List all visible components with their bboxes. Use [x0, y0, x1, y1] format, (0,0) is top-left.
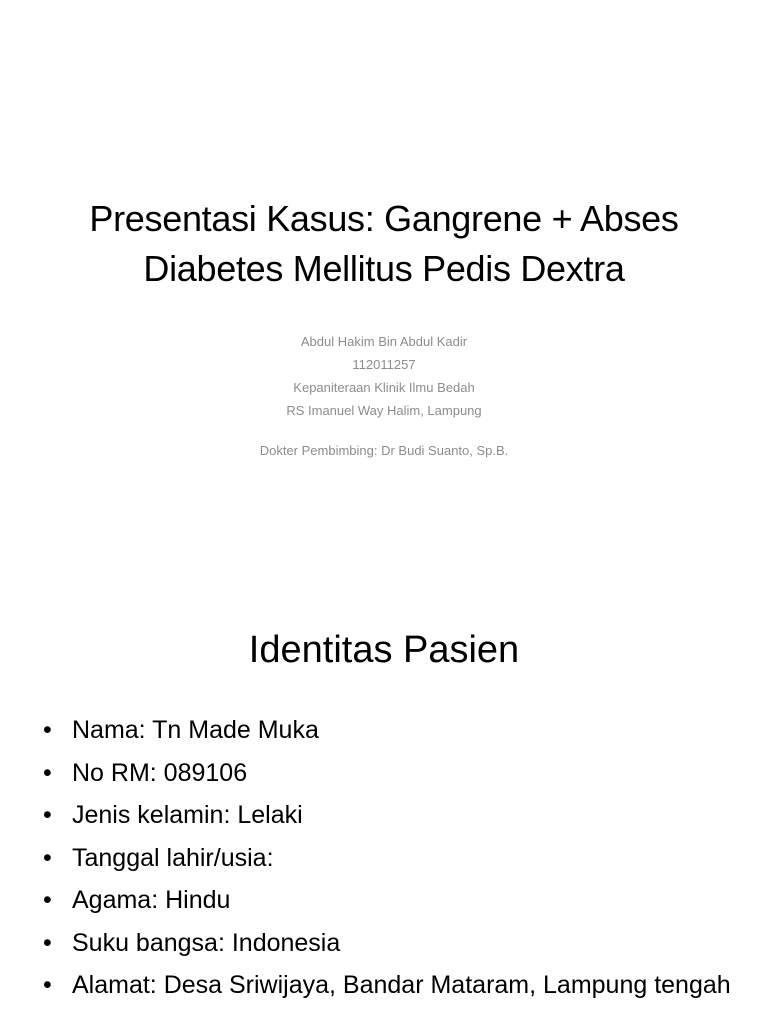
title-line-1: Presentasi Kasus: Gangrene + Abses — [89, 198, 679, 239]
hospital-name: RS Imanuel Way Halim, Lampung — [286, 403, 482, 418]
list-item — [40, 759, 738, 787]
list-item-text: Jenis kelamin: Lelaki — [72, 801, 303, 829]
department-name: Kepaniteraan Klinik Ilmu Bedah — [293, 380, 475, 395]
presentation-subtitle — [40, 330, 728, 462]
bullet-icon: • — [43, 716, 52, 744]
bullet-icon: • — [43, 886, 52, 914]
list-item — [40, 844, 738, 872]
list-item — [40, 886, 738, 914]
list-item-text: Tanggal lahir/usia: — [72, 843, 274, 872]
list-item — [40, 716, 738, 744]
list-item-text: No RM: 089106 — [72, 758, 248, 787]
title-line-2: Diabetes Mellitus Pedis Dextra — [143, 248, 625, 289]
list-item — [40, 801, 738, 829]
list-item-text: Agama: Hindu — [72, 886, 231, 914]
patient-identity-slide — [0, 576, 768, 1024]
list-item-text: Suku bangsa: Indonesia — [72, 928, 341, 957]
list-item — [40, 929, 738, 957]
student-id: 112011257 — [352, 357, 416, 372]
bullet-icon: • — [43, 801, 52, 829]
slide-heading: Identitas Pasien — [248, 629, 520, 671]
list-item-text: Alamat: Desa Sriwijaya, Bandar Mataram, Lampung tengah — [72, 971, 731, 999]
bullet-icon: • — [43, 758, 52, 787]
list-item-text: Nama: Tn Made Muka — [72, 716, 319, 744]
supervisor-name: Dokter Pembimbing: Dr Budi Suanto, Sp.B. — [259, 443, 509, 458]
presentation-title — [40, 194, 728, 294]
list-item — [40, 971, 738, 999]
subtitle-spacer — [40, 422, 728, 439]
bullet-icon: • — [43, 928, 52, 957]
author-name: Abdul Hakim Bin Abdul Kadir — [300, 334, 468, 349]
bullet-icon: • — [43, 971, 52, 999]
bullet-icon: • — [43, 843, 52, 872]
patient-identity-list — [40, 716, 738, 1014]
